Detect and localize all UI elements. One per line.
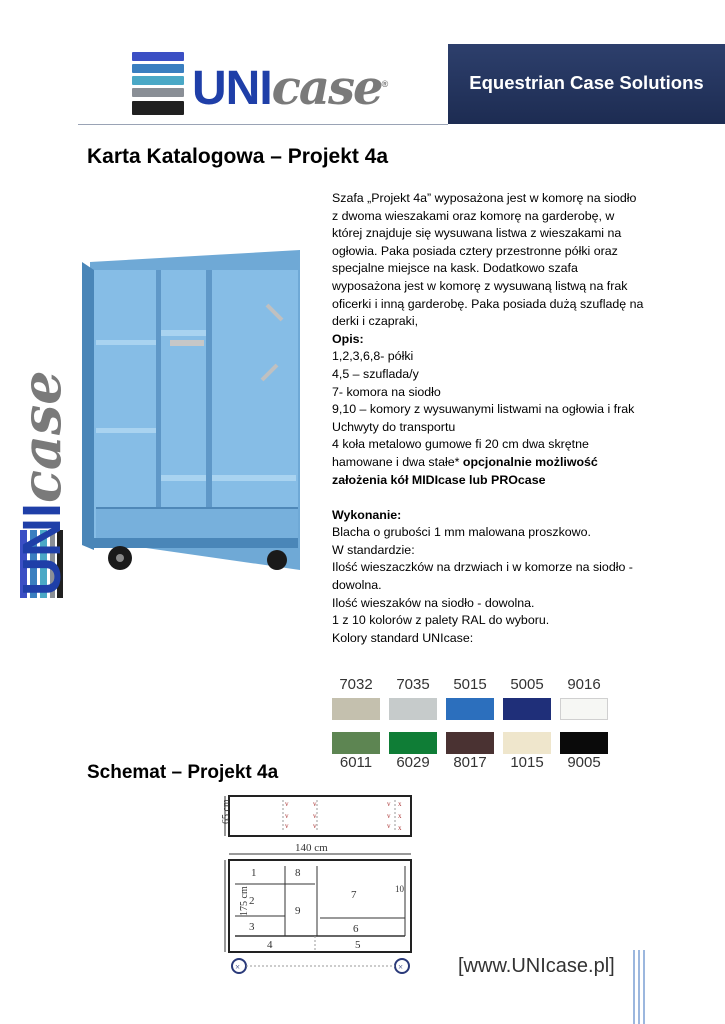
logo-wordmark (192, 58, 387, 115)
color-swatch (332, 732, 380, 754)
cabinet-photo (82, 240, 300, 575)
compartment-number: 5 (355, 939, 361, 951)
compartment-number: 3 (249, 921, 255, 933)
footer-lines-decoration (630, 950, 654, 1024)
logo-uni-text: UNI (192, 62, 272, 115)
svg-text:v: v (285, 812, 289, 820)
compartment-number: 2 (249, 895, 255, 907)
wykonanie-item: Ilość wieszaczków na drzwiach i w komorze na siodło - dowolna. (332, 560, 633, 593)
footer-url: [www.UNIcase.pl] (458, 955, 615, 977)
color-swatch (389, 698, 437, 720)
color-swatch (560, 698, 608, 720)
color-swatch (389, 732, 437, 754)
wykonanie-item: Blacha o grubości 1 mm malowana proszkowo. (332, 525, 591, 540)
wykonanie-item: Kolory standard UNIcase: (332, 630, 474, 645)
svg-text:v: v (313, 812, 317, 820)
svg-text:x: x (398, 800, 402, 808)
side-logo-case: case (9, 370, 73, 503)
opis-item: 9,10 – komory z wysuwanymi listwami na ogłowia i frak (332, 402, 635, 417)
color-swatch (560, 732, 608, 754)
wykonanie-item: 1 z 10 kolorów z palety RAL do wyboru. (332, 613, 550, 628)
tagline-text: Equestrian Case Solutions (469, 72, 704, 93)
color-code: 6011 (339, 754, 373, 771)
svg-text:×: × (398, 962, 404, 972)
width-label: 140 cm (295, 842, 328, 854)
compartment-number: 6 (353, 923, 359, 935)
logo-case-text: case (271, 60, 382, 116)
svg-text:v: v (387, 822, 391, 830)
color-swatches (330, 676, 612, 776)
opis-label: Opis: (332, 331, 364, 346)
side-logo-text (9, 250, 73, 596)
color-swatch (503, 698, 551, 720)
svg-text:v: v (313, 800, 317, 808)
compartment-number: 10 (395, 884, 404, 894)
color-swatch (503, 732, 551, 754)
color-code: 9016 (567, 676, 601, 693)
svg-text:v: v (313, 822, 317, 830)
color-code: 5005 (510, 676, 544, 693)
opis-item: Uchwyty do transportu (332, 419, 456, 434)
wykonanie-label: Wykonanie: (332, 507, 402, 522)
color-swatch (446, 732, 494, 754)
color-code: 8017 (453, 754, 487, 771)
compartment-number: 7 (351, 889, 357, 901)
wheels-text: 4 koła metalowo gumowe fi 20 cm dwa skrętne hamowane i dwa stałe* (332, 437, 589, 469)
svg-text:×: × (235, 962, 241, 972)
wheels-info (332, 436, 644, 489)
schema-title: Schemat – Projekt 4a (87, 762, 279, 783)
tagline-banner (448, 44, 725, 124)
compartment-number: 9 (295, 905, 301, 917)
logo-stack-icon (132, 50, 184, 116)
schematic-drawing (205, 790, 425, 980)
svg-text:v: v (285, 800, 289, 808)
header-divider (78, 124, 448, 125)
wykonanie-item: Ilość wieszaków na siodło - dowolna. (332, 595, 535, 610)
height-top-label: 65 cm (221, 799, 232, 824)
svg-text:x: x (398, 812, 402, 820)
header-logo (132, 50, 392, 116)
wykonanie-item: W standardzie: (332, 542, 415, 557)
color-swatch (332, 698, 380, 720)
side-logo (9, 245, 73, 600)
logo-registered-mark: ® (381, 79, 388, 89)
color-code: 9005 (567, 754, 601, 771)
color-code: 1015 (510, 754, 544, 771)
color-code: 7035 (396, 676, 430, 693)
opis-item: 1,2,3,6,8- półki (332, 349, 414, 364)
description (332, 190, 644, 647)
opis-item: 4,5 – szuflada/y (332, 366, 419, 381)
side-logo-uni: UNI (12, 503, 72, 596)
svg-text:v: v (387, 812, 391, 820)
color-code: 5015 (453, 676, 487, 693)
color-code: 6029 (396, 754, 430, 771)
compartment-number: 1 (251, 867, 257, 879)
svg-text:v: v (387, 800, 391, 808)
color-code: 7032 (339, 676, 373, 693)
height-bottom-label: 175 cm (239, 886, 250, 916)
svg-text:v: v (285, 822, 289, 830)
description-intro: Szafa „Projekt 4a” wyposażona jest w komorę na siodło z dwoma wieszakami oraz komorę na garderobę, w której znajduje się wysuwana listwa z wieszakami na ogłowia. Paka posiada cztery przestronne półki oraz specjalne miejsce na kask. Dodatkowo szafa wyposażona jest w komorę z wysuwaną listwą na frak oficerki i inną garderobę. Paka posiada dużą szufladę na derki i czapraki, (332, 191, 644, 329)
opis-item: 7- komora na siodło (332, 384, 441, 399)
page-title: Karta Katalogowa – Projekt 4a (87, 145, 389, 168)
compartment-number: 8 (295, 867, 301, 879)
wheels-bold: opcjonalnie możliwość założenia kół MIDIcase lub PROcase (332, 454, 598, 487)
svg-text:x: x (398, 824, 402, 832)
compartment-number: 4 (267, 939, 273, 951)
color-swatch (446, 698, 494, 720)
